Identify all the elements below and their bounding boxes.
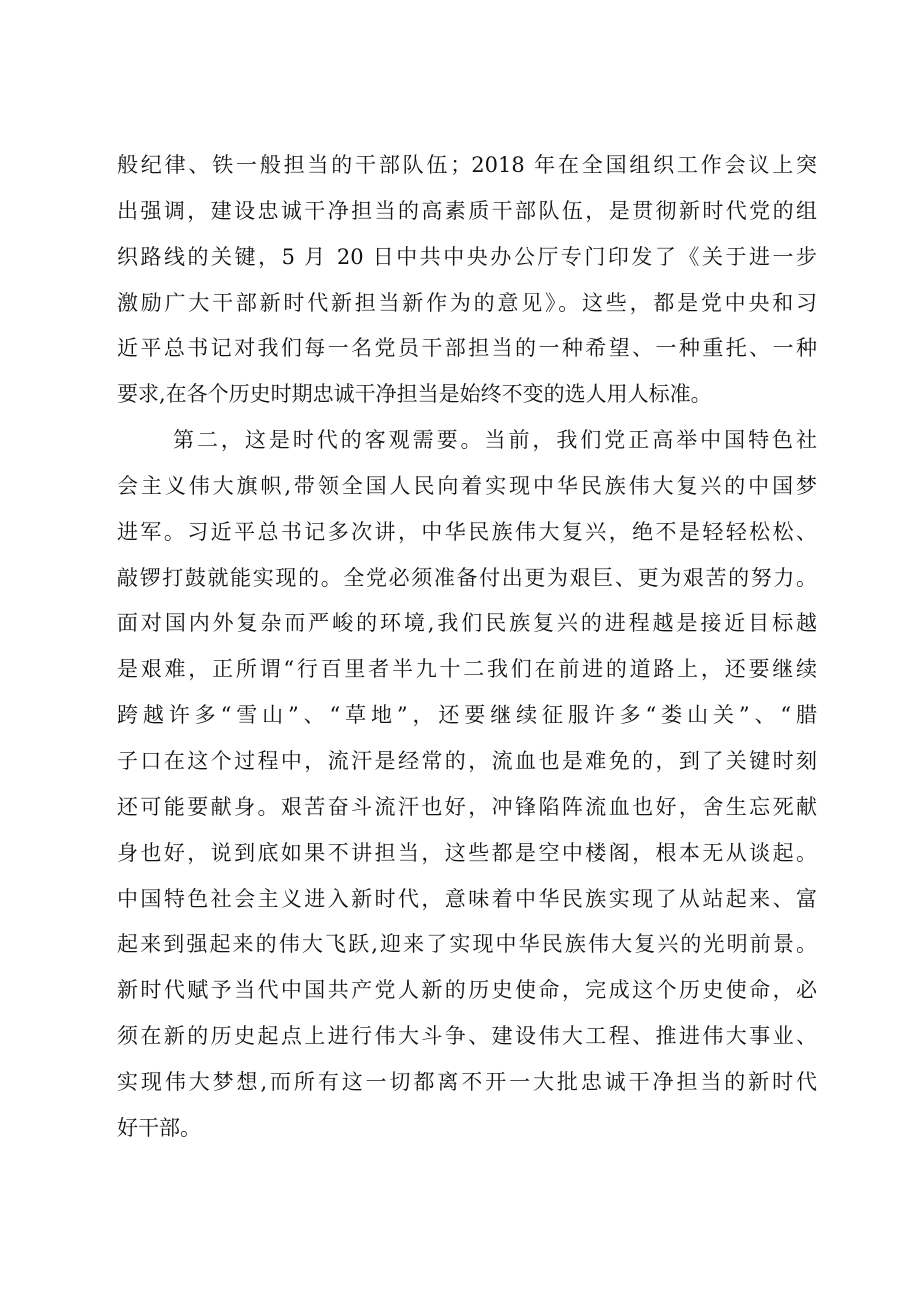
text-line: 须在新的历史起点上进行伟大斗争、建设伟大工程、推进伟大事业、	[117, 1024, 817, 1049]
text-line: 起来到强起来的伟大飞跃,迎来了实现中华民族伟大复兴的光明前景。	[117, 932, 817, 957]
text-line: 第二，这是时代的客观需要。当前，我们党正高举中国特色社	[173, 428, 817, 453]
paragraph-continued	[117, 143, 817, 418]
text-line: 是艰难，正所谓“行百里者半九十二我们在前进的道路上，还要继续	[117, 657, 817, 682]
text-line: 好干部。	[117, 1115, 201, 1140]
text-line: 面对国内外复杂而严峻的环境,我们民族复兴的进程越是接近目标越	[117, 611, 817, 636]
text-line: 实现伟大梦想,而所有这一切都离不开一大批忠诚干净担当的新时代	[117, 1069, 817, 1094]
text-line: 进军。习近平总书记多次讲，中华民族伟大复兴，绝不是轻轻松松、	[117, 519, 817, 544]
text-line: 织路线的关键，5 月 20 日中共中央办公厅专门印发了《关于进一步	[117, 244, 817, 269]
text-line: 跨越许多“雪山”、“草地”，还要继续征服许多“娄山关”、“腊	[117, 703, 817, 728]
text-line: 子口在这个过程中，流汗是经常的，流血也是难免的，到了关键时刻	[117, 748, 817, 773]
text-line: 激励广大干部新时代新担当新作为的意见》。这些，都是党中央和习	[117, 290, 817, 315]
text-line: 出强调，建设忠诚干净担当的高素质干部队伍，是贯彻新时代党的组	[117, 198, 817, 223]
text-line: 近平总书记对我们每一名党员干部担当的一种希望、一种重托、一种	[117, 336, 817, 361]
paragraph-second	[117, 418, 817, 1152]
text-line: 敲锣打鼓就能实现的。全党必须准备付出更为艰巨、更为艰苦的努力。	[117, 565, 817, 590]
text-line: 要求,在各个历史时期忠诚干净担当是始终不变的选人用人标准。	[117, 382, 712, 407]
text-line: 中国特色社会主义进入新时代，意味着中华民族实现了从站起来、富	[117, 886, 817, 911]
text-line: 新时代赋予当代中国共产党人新的历史使命，完成这个历史使命，必	[117, 978, 817, 1003]
text-line: 会主义伟大旗帜,带领全国人民向着实现中华民族伟大复兴的中国梦	[117, 473, 817, 498]
text-line: 般纪律、铁一般担当的干部队伍；2018 年在全国组织工作会议上突	[117, 153, 817, 177]
body-text	[117, 143, 817, 1152]
text-line: 还可能要献身。艰苦奋斗流汗也好，冲锋陷阵流血也好，舍生忘死献	[117, 794, 817, 819]
text-line: 身也好，说到底如果不讲担当，这些都是空中楼阁，根本无从谈起。	[117, 840, 817, 865]
